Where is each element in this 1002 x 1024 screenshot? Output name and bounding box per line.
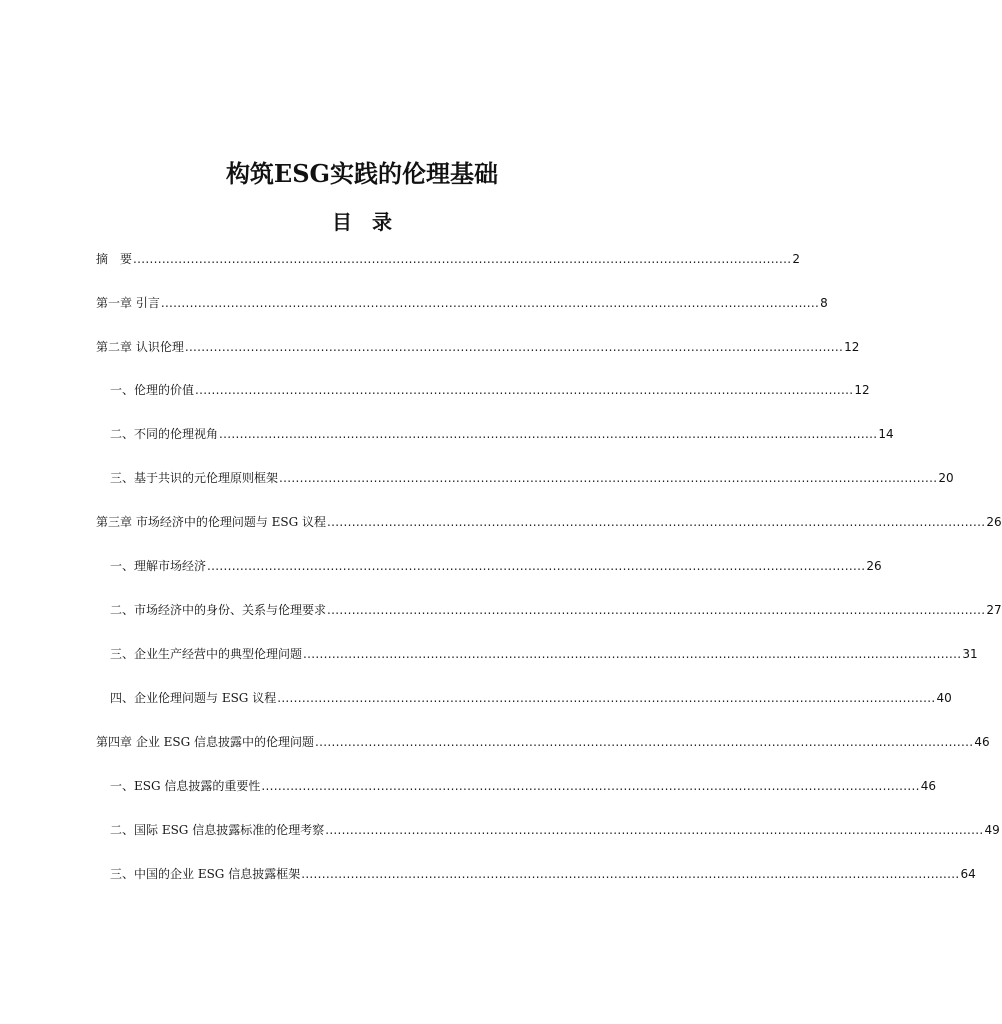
- toc-entry-label: 一、伦理的价值: [110, 383, 195, 397]
- toc-entry-section[interactable]: [110, 425, 894, 443]
- toc-entry-label: 四、企业伦理问题与 ESG 议程: [110, 691, 277, 705]
- toc-entry-label: 三、中国的企业 ESG 信息披露框架: [110, 867, 301, 881]
- toc-entry-label: 摘 要: [96, 252, 133, 266]
- toc-entry-page: 8: [820, 296, 828, 310]
- toc-entry-section[interactable]: [110, 557, 882, 575]
- toc-entry-label: 一、ESG 信息披露的重要性: [110, 779, 261, 793]
- toc-entry-label: 一、理解市场经济: [110, 559, 207, 573]
- toc-entry-label: 第二章 认识伦理: [96, 340, 184, 354]
- dot-leader: ................................................................................................................................................................: [184, 340, 844, 354]
- toc-entry-page: 12: [854, 383, 870, 397]
- toc-entry-label: 二、市场经济中的身份、关系与伦理要求: [110, 603, 327, 617]
- toc-entry-page: 12: [844, 340, 860, 354]
- toc-entry-label: 第一章 引言: [96, 296, 160, 310]
- toc-entry-page: 46: [974, 735, 990, 749]
- dot-leader: ................................................................................................................................................................: [303, 647, 962, 661]
- dot-leader: ................................................................................................................................................................: [279, 471, 938, 485]
- toc-heading: 目 录: [332, 210, 392, 234]
- toc-entry-page: 26: [866, 559, 882, 573]
- toc-entry-page: 40: [936, 691, 952, 705]
- toc-entry-page: 49: [984, 823, 1000, 837]
- dot-leader: ................................................................................................................................................................: [301, 867, 960, 881]
- dot-leader: ................................................................................................................................................................: [325, 823, 984, 837]
- dot-leader: ................................................................................................................................................................: [133, 252, 792, 266]
- toc-entry-chapter-1[interactable]: [96, 294, 828, 312]
- toc-entry-section[interactable]: [110, 777, 936, 795]
- toc-entry-label: 第四章 企业 ESG 信息披露中的伦理问题: [96, 735, 315, 749]
- toc-entry-label: 第三章 市场经济中的伦理问题与 ESG 议程: [96, 515, 327, 529]
- dot-leader: ................................................................................................................................................................: [261, 779, 920, 793]
- toc-entry-page: 64: [960, 867, 976, 881]
- toc-entry-page: 46: [920, 779, 936, 793]
- toc-entry-section[interactable]: [110, 645, 978, 663]
- dot-leader: ................................................................................................................................................................: [327, 515, 986, 529]
- toc-entry-chapter-3[interactable]: [96, 513, 1002, 531]
- dot-leader: ................................................................................................................................................................: [207, 559, 866, 573]
- toc-entry-section[interactable]: [110, 381, 870, 399]
- dot-leader: ................................................................................................................................................................: [219, 427, 878, 441]
- document-title: 构筑ESG实践的伦理基础: [225, 159, 499, 188]
- toc-entry-label: 二、国际 ESG 信息披露标准的伦理考察: [110, 823, 325, 837]
- dot-leader: ................................................................................................................................................................: [277, 691, 936, 705]
- toc-entry-chapter-4[interactable]: [96, 733, 990, 751]
- toc-entry-page: 26: [986, 515, 1002, 529]
- toc-entry-page: 14: [878, 427, 894, 441]
- toc-entry-abstract[interactable]: [96, 250, 800, 268]
- toc-entry-page: 27: [986, 603, 1002, 617]
- toc-entry-page: 20: [938, 471, 954, 485]
- toc-entry-label: 三、基于共识的元伦理原则框架: [110, 471, 279, 485]
- toc-entry-section[interactable]: [110, 865, 976, 883]
- toc-entry-label: 三、企业生产经营中的典型伦理问题: [110, 647, 303, 661]
- toc-entry-page: 2: [792, 252, 800, 266]
- toc-entry-chapter-2[interactable]: [96, 338, 860, 356]
- dot-leader: ................................................................................................................................................................: [195, 383, 854, 397]
- toc-entry-page: 31: [962, 647, 978, 661]
- toc-entry-section[interactable]: [110, 469, 954, 487]
- toc-entry-section[interactable]: [110, 689, 952, 707]
- toc-entry-label: 二、不同的伦理视角: [110, 427, 219, 441]
- dot-leader: ................................................................................................................................................................: [327, 603, 986, 617]
- dot-leader: ................................................................................................................................................................: [315, 735, 974, 749]
- dot-leader: ................................................................................................................................................................: [160, 296, 820, 310]
- toc-entry-section[interactable]: [110, 821, 1000, 839]
- toc-entry-section[interactable]: [110, 601, 1002, 619]
